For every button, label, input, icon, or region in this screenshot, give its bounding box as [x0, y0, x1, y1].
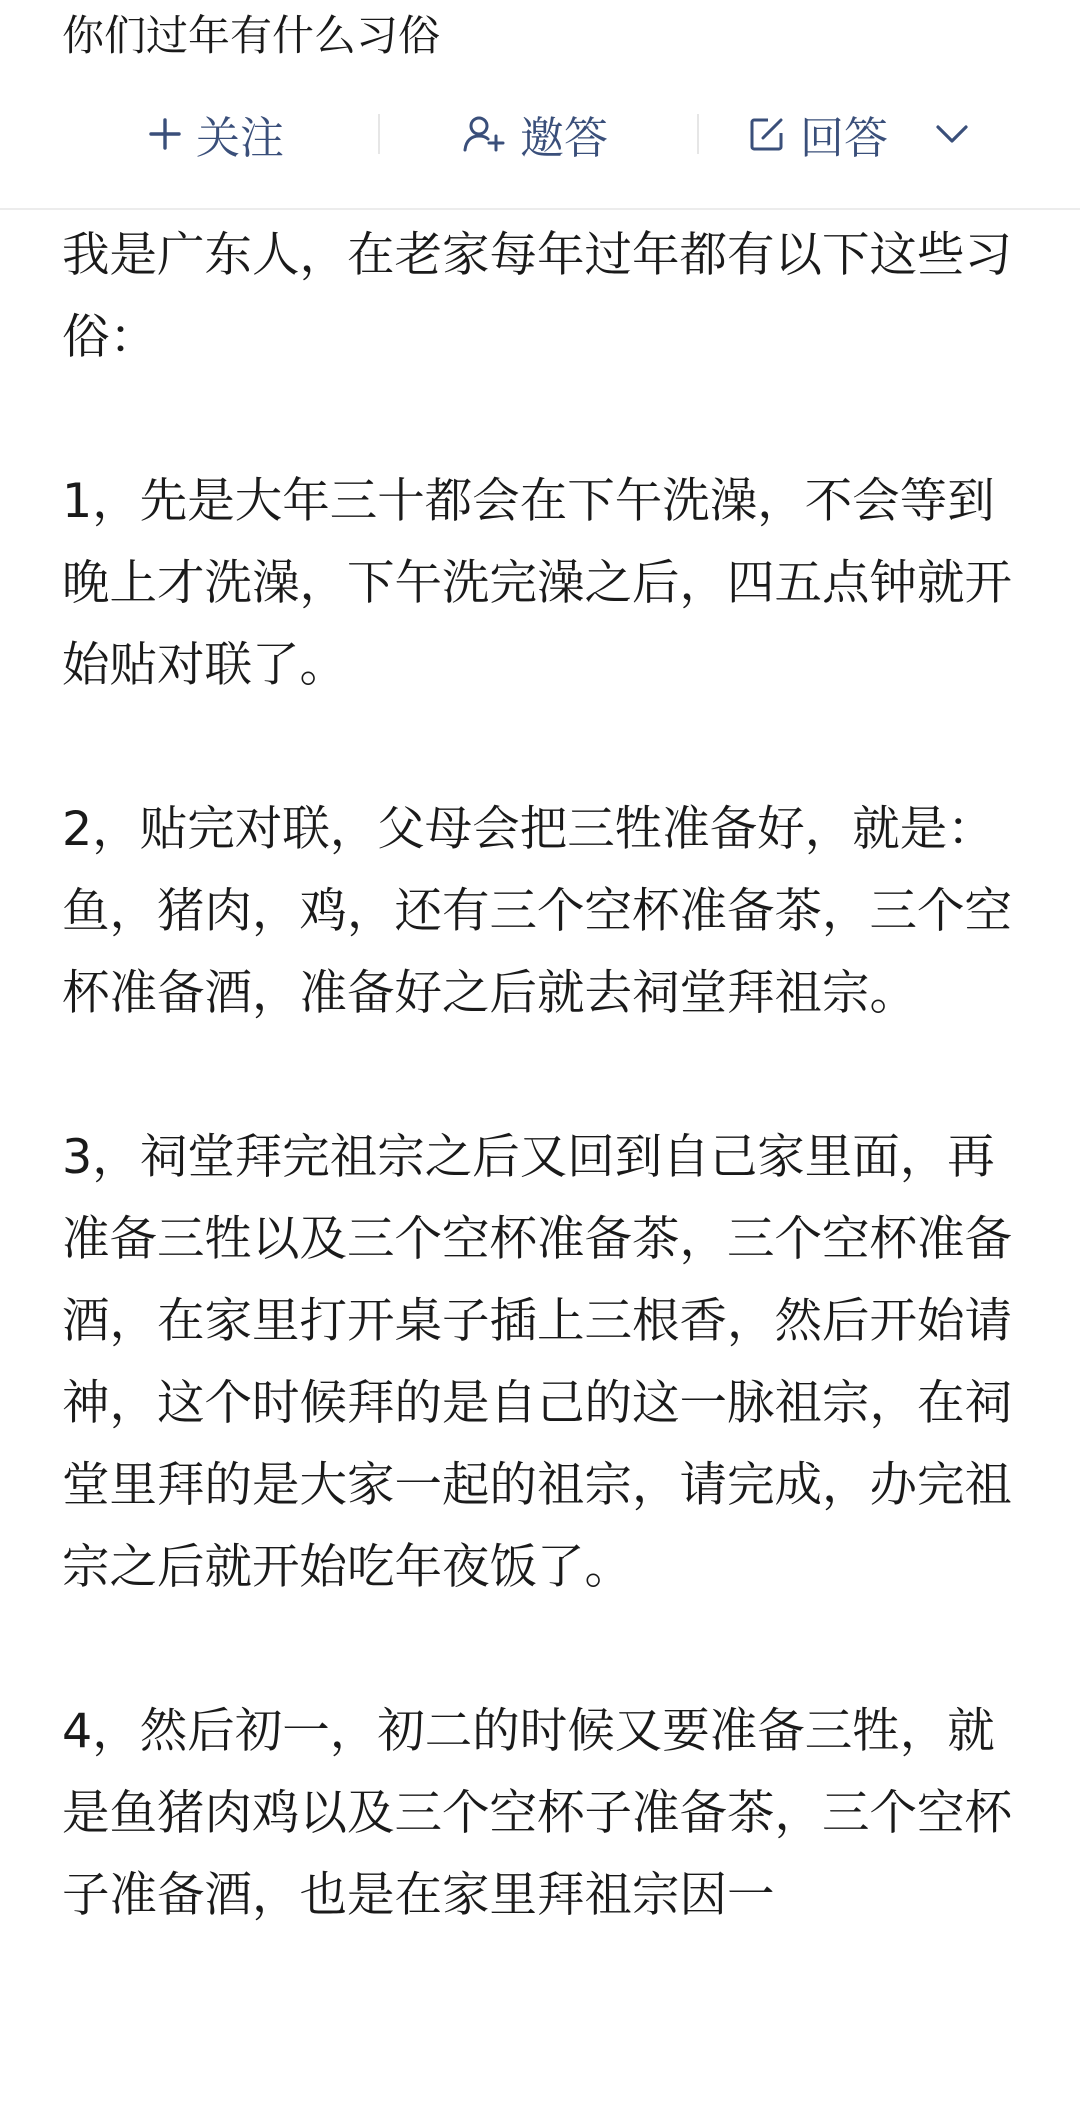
follow-button[interactable] [148, 98, 284, 170]
add-user-icon [462, 114, 506, 154]
answer-content [62, 215, 1022, 2019]
follow-label: 关注 [196, 113, 284, 164]
answer-paragraph: 2，贴完对联，父母会把三牲准备好，就是：鱼，猪肉，鸡，还有三个空杯准备茶，三个空杯准备酒，准备好之后就去祠堂拜祖宗。 [62, 802, 1012, 1021]
action-divider [697, 114, 699, 154]
question-title[interactable]: 你们过年有什么习俗 [62, 11, 441, 60]
question-action-bar [0, 98, 1080, 170]
edit-icon [748, 115, 786, 153]
action-divider [378, 114, 380, 154]
answer-paragraph: 3，祠堂拜完祖宗之后又回到自己家里面，再准备三牲以及三个空杯准备茶，三个空杯准备酒，在家里打开桌子插上三根香，然后开始请神，这个时候拜的是自己的这一脉祖宗，在祠堂里拜的是大家一起的祖宗，请完成，办完祖宗之后就开始吃年夜饭了。 [62, 1130, 1012, 1595]
write-answer-button[interactable] [748, 98, 888, 170]
answer-paragraph: 1，先是大年三十都会在下午洗澡，不会等到晚上才洗澡，下午洗完澡之后，四五点钟就开始贴对联了。 [62, 474, 1012, 693]
plus-icon [148, 117, 182, 151]
chevron-down-icon[interactable] [930, 116, 974, 152]
answer-paragraph: 4，然后初一，初二的时候又要准备三牲，就是鱼猪肉鸡以及三个空杯子准备茶，三个空杯子准备酒，也是在家里拜祖宗因一 [62, 1704, 1012, 1923]
answer-paragraph: 我是广东人，在老家每年过年都有以下这些习俗： [62, 228, 1012, 365]
invite-answer-button[interactable] [462, 98, 608, 170]
answer-label: 回答 [800, 113, 888, 164]
invite-label: 邀答 [520, 113, 608, 164]
question-header [0, 0, 1080, 210]
